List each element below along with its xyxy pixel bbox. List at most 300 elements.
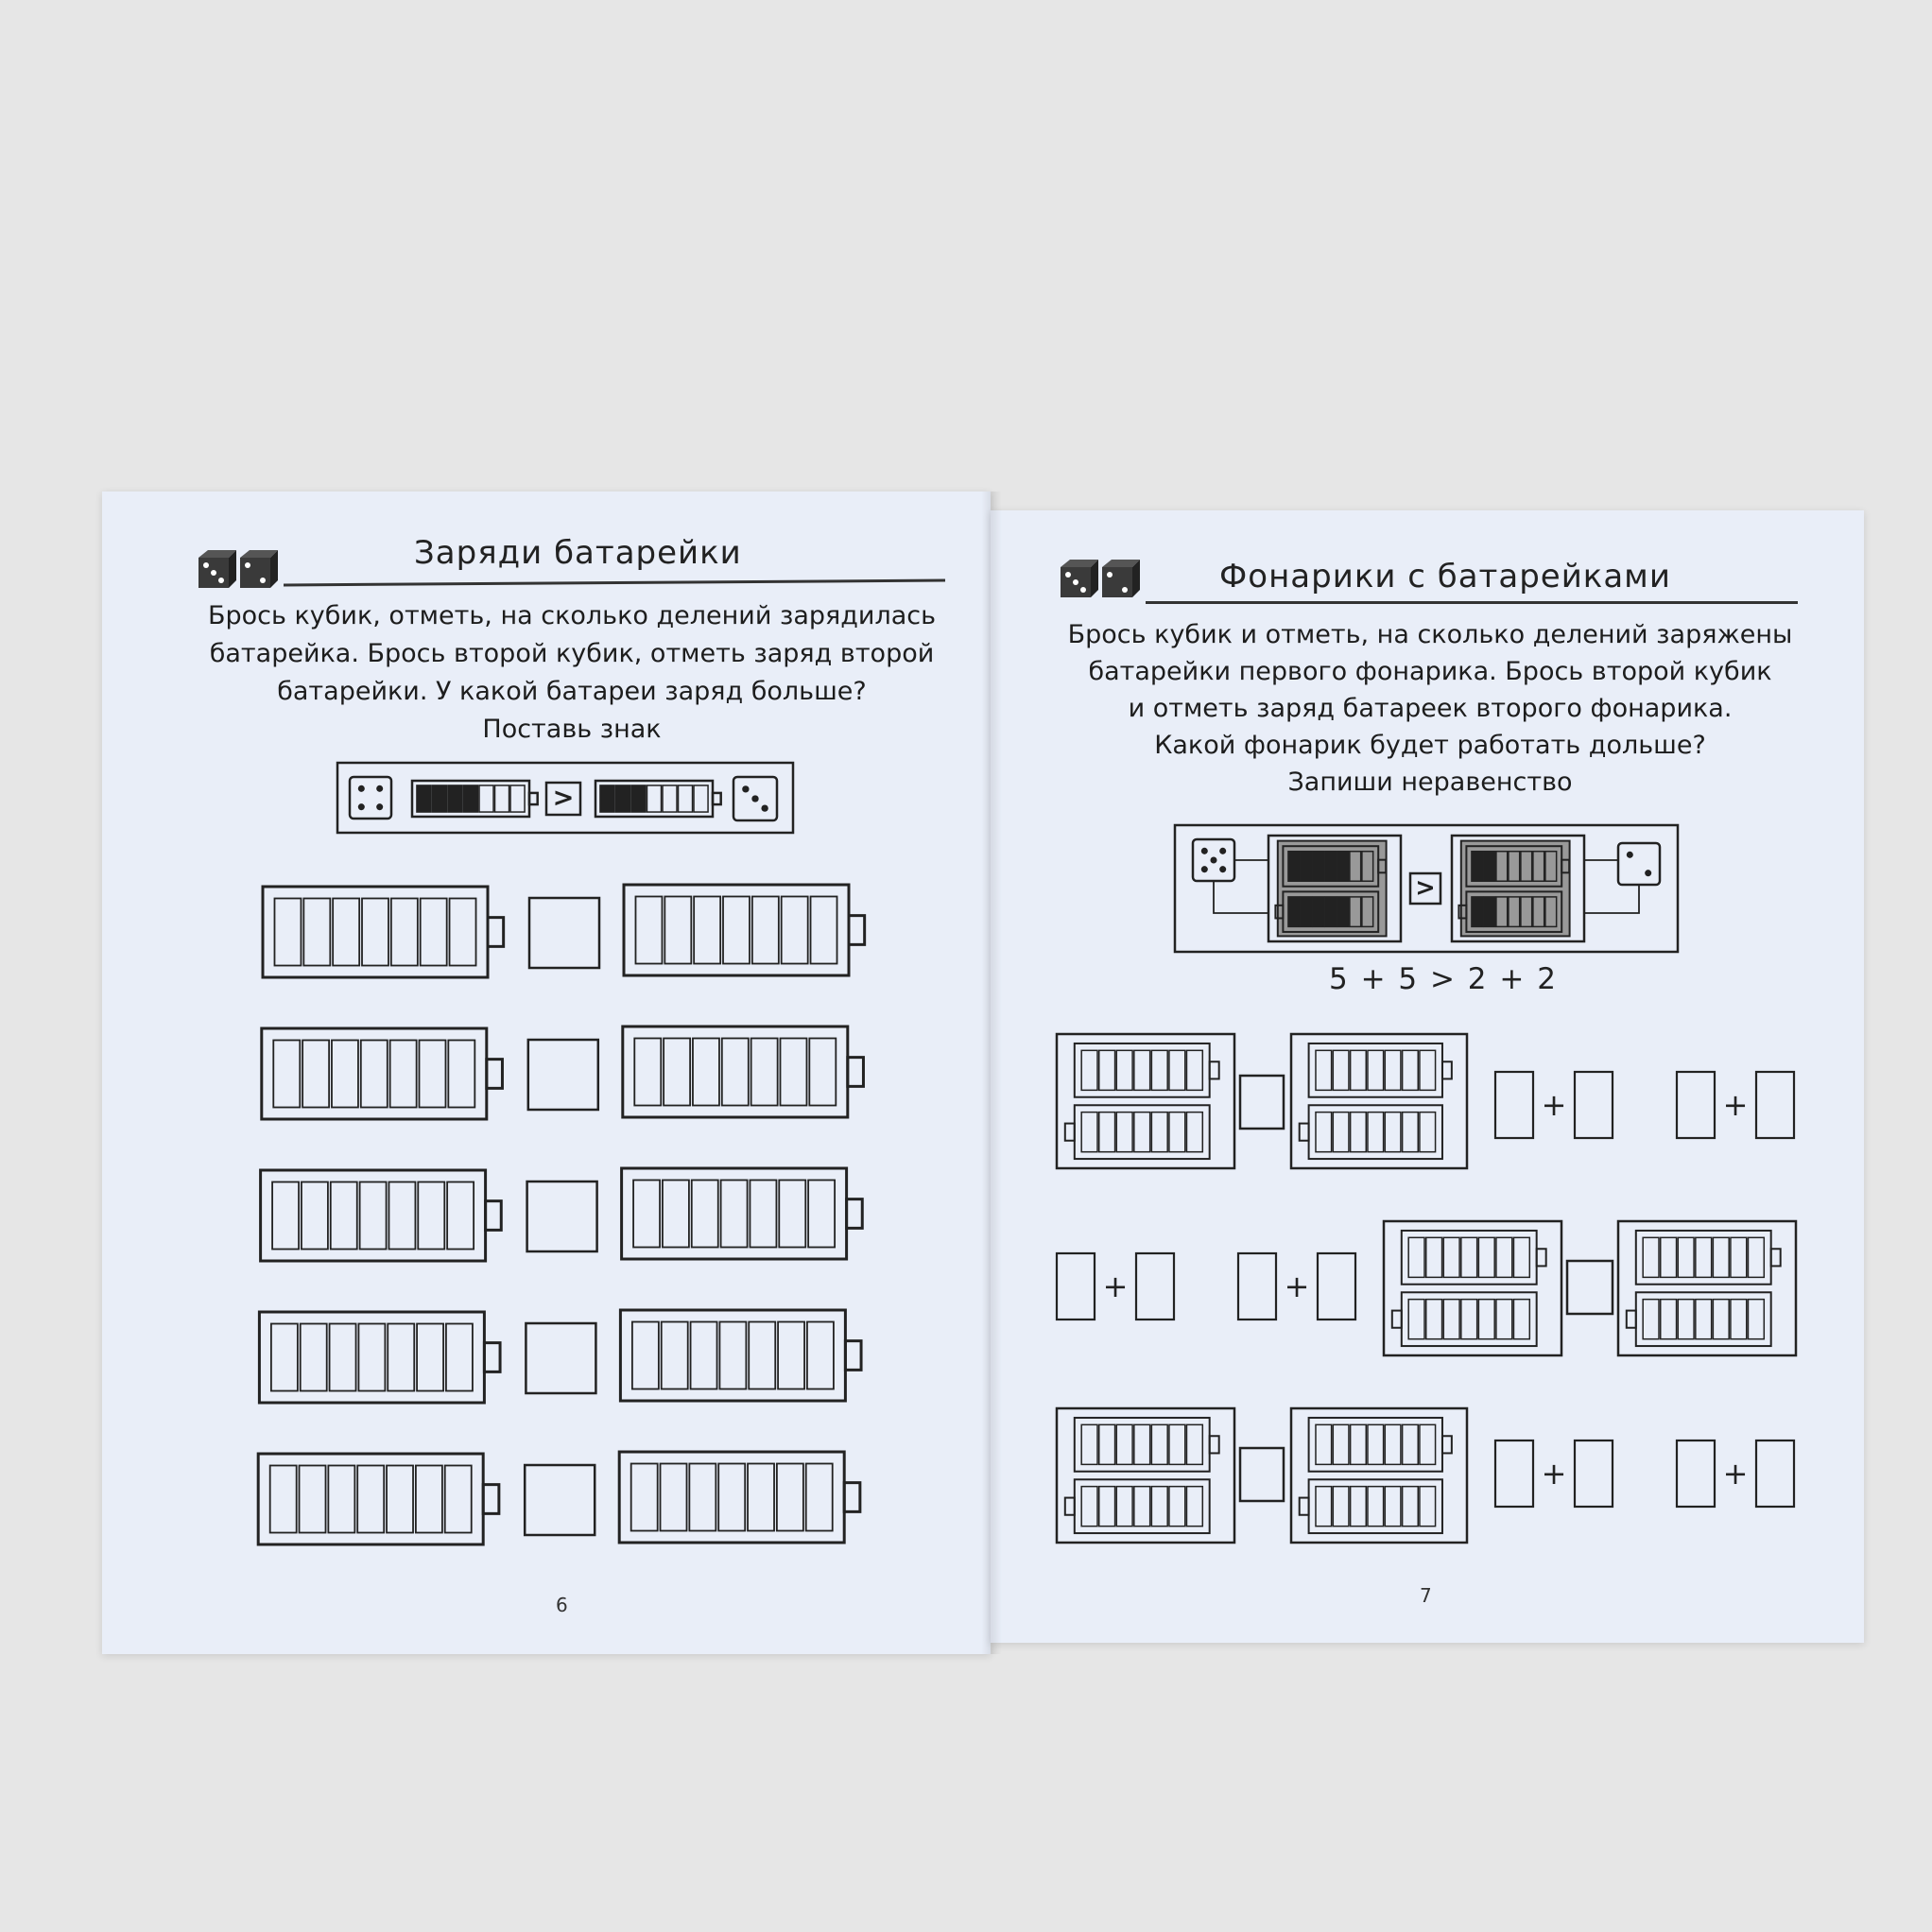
flashlight — [1057, 1408, 1234, 1543]
battery-cell — [751, 1038, 778, 1105]
answer-box-outline — [526, 1323, 595, 1393]
battery-cell-filled — [1313, 897, 1324, 926]
battery — [261, 1170, 502, 1261]
flashlight-frame — [1057, 1408, 1234, 1543]
battery-cell — [301, 1323, 327, 1390]
battery-cell — [361, 1040, 388, 1107]
battery-terminal — [845, 1341, 861, 1371]
battery-cell — [1134, 1424, 1150, 1464]
battery-terminal — [1065, 1124, 1075, 1141]
battery-cell — [1403, 1487, 1419, 1527]
battery-cell — [333, 898, 359, 965]
book-gutter — [981, 492, 1002, 1654]
answer-box-outline — [527, 1182, 597, 1251]
battery-cell — [1116, 1487, 1132, 1527]
battery-cell — [1643, 1300, 1659, 1339]
battery-cell — [357, 1465, 384, 1532]
die-pip — [751, 795, 758, 802]
die-pip — [1645, 870, 1651, 876]
battery — [1309, 1044, 1452, 1097]
battery-cell — [1316, 1487, 1332, 1527]
battery-cell — [1169, 1113, 1185, 1152]
battery-terminal — [1627, 1311, 1636, 1328]
comparison-sign: > — [552, 784, 575, 814]
battery-body — [259, 1312, 484, 1403]
battery — [595, 781, 721, 817]
battery-body — [1309, 1418, 1442, 1472]
battery-cell — [388, 1182, 415, 1249]
battery-cell — [723, 896, 750, 963]
battery — [620, 1310, 861, 1401]
die-face — [1193, 839, 1234, 881]
plus-sign: + — [1541, 1087, 1567, 1123]
battery-body — [1075, 1044, 1210, 1097]
battery-cell — [479, 785, 493, 812]
battery-body — [258, 1454, 483, 1544]
left-exercise-grid — [255, 879, 888, 1560]
battery-cell — [1385, 1113, 1401, 1152]
connector-arrow — [1584, 885, 1639, 913]
battery-cell — [1151, 1050, 1167, 1090]
battery-cell — [1081, 1424, 1097, 1464]
battery-body — [263, 887, 488, 977]
battery-cell — [331, 1182, 357, 1249]
battery — [263, 887, 504, 977]
battery-cell — [270, 1465, 297, 1532]
answer-box — [1240, 1076, 1284, 1129]
battery-cell — [1385, 1424, 1401, 1464]
battery-cell — [1478, 1300, 1494, 1339]
battery-cell — [634, 1038, 661, 1105]
battery-cell-filled — [1288, 852, 1300, 881]
left-instruction-line: Поставь знак — [482, 715, 662, 744]
sum-box — [1136, 1253, 1174, 1320]
battery-cell — [694, 785, 708, 812]
battery-terminal — [848, 1058, 864, 1087]
sum-box — [1756, 1072, 1794, 1138]
battery-cell — [1351, 1487, 1367, 1527]
dice-icon — [1059, 556, 1144, 599]
battery-cell — [1316, 1050, 1332, 1090]
sum-expression — [1057, 1253, 1174, 1320]
battery — [1300, 1479, 1442, 1533]
die-face — [1618, 843, 1660, 885]
battery-cell — [388, 1323, 414, 1390]
sum-box — [1575, 1440, 1613, 1507]
battery-cell-filled — [1472, 897, 1483, 926]
battery-cell — [1713, 1237, 1729, 1277]
battery-cell — [663, 785, 677, 812]
battery-cell — [664, 896, 691, 963]
battery-cell — [692, 1180, 718, 1247]
die-pip — [1201, 866, 1208, 872]
battery-cell — [302, 1182, 328, 1249]
right-exercise-grid — [1053, 1026, 1809, 1556]
battery-cell — [391, 898, 418, 965]
die-outline — [1618, 843, 1660, 885]
battery-cell — [1513, 1237, 1529, 1277]
battery-cell — [1403, 1050, 1419, 1090]
sum-box — [1238, 1253, 1276, 1320]
battery-body — [1075, 1105, 1210, 1159]
left-instruction-line: Брось кубик, отметь, на сколько делений зарядилась — [207, 601, 937, 630]
battery-terminal — [1300, 1124, 1309, 1141]
comparison-sign: > — [1415, 873, 1436, 903]
battery-terminal — [1392, 1311, 1402, 1328]
flashlight — [1291, 1034, 1467, 1168]
battery-cell — [303, 898, 330, 965]
flashlight-frame — [1057, 1034, 1234, 1168]
battery-cell — [445, 1465, 472, 1532]
battery — [1300, 1105, 1442, 1159]
die-pip — [358, 803, 365, 810]
flashlight — [1268, 836, 1401, 941]
battery — [619, 1452, 860, 1543]
battery-cell — [1333, 1424, 1349, 1464]
battery-cell — [647, 785, 661, 812]
sum-expression — [1495, 1440, 1613, 1507]
page-number-left: 6 — [556, 1594, 568, 1616]
battery — [259, 1312, 500, 1403]
page-number-right: 7 — [1420, 1584, 1432, 1607]
battery-terminal — [529, 793, 538, 804]
battery-body — [1075, 1479, 1210, 1533]
battery-terminal — [847, 1199, 863, 1229]
left-instruction-line: батарейка. Брось второй кубик, отметь заряд второй — [209, 639, 935, 668]
battery-cell — [330, 1323, 356, 1390]
battery-cell — [1081, 1050, 1097, 1090]
battery-cell — [662, 1321, 688, 1389]
right-instruction-line: Какой фонарик будет работать дольше? — [1154, 731, 1706, 760]
battery-cell — [778, 1321, 804, 1389]
die-face — [733, 777, 777, 820]
battery-cell — [1368, 1487, 1384, 1527]
flashlight — [1618, 1221, 1796, 1355]
battery — [1402, 1231, 1546, 1285]
battery — [1065, 1105, 1210, 1159]
battery-cell — [1403, 1424, 1419, 1464]
battery-cell — [1643, 1237, 1659, 1277]
die-outline — [350, 777, 391, 819]
battery-cell — [300, 1465, 326, 1532]
die-pip — [1210, 856, 1216, 863]
answer-box-outline — [1240, 1448, 1284, 1501]
die-pip — [358, 785, 365, 792]
battery-cell — [421, 898, 447, 965]
example-equation: 5 + 5 > 2 + 2 — [1329, 962, 1558, 996]
die-pip — [1627, 852, 1633, 858]
answer-box-outline — [528, 1040, 598, 1110]
battery-cell — [1461, 1237, 1477, 1277]
die-pip — [1219, 866, 1226, 872]
battery-cell — [1351, 1113, 1367, 1152]
battery-cell — [1116, 1113, 1132, 1152]
battery-terminal — [1210, 1436, 1219, 1453]
sum-box — [1495, 1440, 1533, 1507]
battery-cell — [1186, 1487, 1202, 1527]
battery-body — [1636, 1292, 1771, 1346]
sum-expression — [1238, 1253, 1355, 1320]
battery-cell — [632, 1321, 659, 1389]
battery-cell — [1408, 1300, 1424, 1339]
answer-box — [526, 1323, 595, 1393]
battery-cell — [1426, 1300, 1442, 1339]
answer-box-outline — [1240, 1076, 1284, 1129]
battery-cell — [1134, 1487, 1150, 1527]
battery-cell — [1678, 1300, 1694, 1339]
battery-cell — [328, 1465, 354, 1532]
battery-cell — [1661, 1237, 1677, 1277]
battery-cell-filled — [463, 785, 477, 812]
flashlight — [1384, 1221, 1561, 1355]
battery-cell-filled — [1301, 897, 1312, 926]
battery-cell — [780, 1038, 806, 1105]
battery-body — [624, 885, 849, 975]
battery-cell — [358, 1323, 385, 1390]
answer-box — [525, 1465, 595, 1535]
flashlight-frame — [1384, 1221, 1561, 1355]
sum-box — [1677, 1072, 1715, 1138]
battery-terminal — [488, 918, 504, 947]
battery — [1309, 1418, 1452, 1472]
battery-cell-filled — [1325, 897, 1337, 926]
die-pip — [1201, 848, 1208, 854]
battery-cell-filled — [1337, 852, 1349, 881]
battery-cell — [1420, 1487, 1436, 1527]
battery-cell — [1478, 1237, 1494, 1277]
battery-terminal — [1537, 1249, 1546, 1266]
battery-terminal — [486, 1201, 502, 1231]
battery-cell — [332, 1040, 358, 1107]
battery-cell — [1333, 1050, 1349, 1090]
die-pip — [1219, 848, 1226, 854]
battery-cell-filled — [1484, 852, 1495, 881]
battery-cell — [1426, 1237, 1442, 1277]
battery-cell — [1081, 1487, 1097, 1527]
battery-cell — [1420, 1113, 1436, 1152]
battery-terminal — [1065, 1498, 1075, 1515]
battery — [1627, 1292, 1771, 1346]
sum-box — [1057, 1253, 1095, 1320]
battery-terminal — [487, 1060, 503, 1089]
battery-terminal — [483, 1485, 499, 1514]
battery-cell — [1186, 1050, 1202, 1090]
battery-cell — [1661, 1300, 1677, 1339]
left-example-panel — [336, 762, 794, 834]
battery-body — [262, 1028, 487, 1119]
battery — [258, 1454, 499, 1544]
battery-cell — [1169, 1487, 1185, 1527]
battery-terminal — [1300, 1498, 1309, 1515]
sum-expression — [1677, 1440, 1794, 1507]
right-instruction-line: Запиши неравенство — [1287, 768, 1573, 797]
answer-box-outline — [529, 898, 599, 968]
battery-cell — [1408, 1237, 1424, 1277]
battery-cell — [1748, 1300, 1764, 1339]
battery-cell — [1368, 1113, 1384, 1152]
battery-cell — [1368, 1424, 1384, 1464]
battery-cell — [1351, 1424, 1367, 1464]
right-example-panel — [1174, 824, 1679, 953]
battery-cell-filled — [448, 785, 462, 812]
battery-cell — [693, 1038, 719, 1105]
plus-sign: + — [1102, 1268, 1129, 1304]
sum-expression — [1677, 1072, 1794, 1138]
battery — [1075, 1044, 1219, 1097]
battery-cell — [1351, 1050, 1367, 1090]
battery-cell — [1333, 1487, 1349, 1527]
battery-cell — [1420, 1424, 1436, 1464]
battery-cell — [750, 1180, 776, 1247]
battery-cell — [272, 1182, 299, 1249]
battery-cell — [450, 898, 476, 965]
battery-cell — [694, 896, 720, 963]
left-instructions — [180, 597, 964, 749]
battery-cell — [749, 1321, 775, 1389]
battery-cell — [1696, 1300, 1712, 1339]
battery-cell — [691, 1321, 717, 1389]
battery-cell — [635, 896, 662, 963]
battery — [412, 781, 538, 817]
battery-body — [1309, 1044, 1442, 1097]
battery-cell — [679, 785, 693, 812]
battery-cell — [718, 1463, 745, 1530]
battery — [624, 885, 865, 975]
battery-cell — [1443, 1300, 1459, 1339]
die-pip — [376, 803, 383, 810]
answer-box — [529, 898, 599, 968]
battery-cell — [1151, 1424, 1167, 1464]
right-instruction-line: и отметь заряд батареек второго фонарика. — [1128, 694, 1733, 723]
battery-cell — [302, 1040, 329, 1107]
battery-cell — [1081, 1113, 1097, 1152]
battery-cell — [1169, 1424, 1185, 1464]
battery-cell — [419, 1040, 445, 1107]
plus-sign: + — [1722, 1456, 1749, 1492]
battery-cell — [1116, 1424, 1132, 1464]
battery-cell — [1368, 1050, 1384, 1090]
battery-terminal — [844, 1483, 860, 1512]
battery-cell-filled — [1301, 852, 1312, 881]
battery-cell — [631, 1463, 658, 1530]
battery-cell — [387, 1465, 413, 1532]
battery-cell — [689, 1463, 716, 1530]
battery-body — [1402, 1292, 1537, 1346]
battery-cell-filled — [1325, 852, 1337, 881]
battery-cell — [418, 1182, 444, 1249]
sum-box — [1495, 1072, 1533, 1138]
battery-cell — [362, 898, 388, 965]
battery-cell — [1385, 1050, 1401, 1090]
battery-cell — [777, 1463, 803, 1530]
battery-cell — [809, 1038, 836, 1105]
right-title-rule — [1146, 601, 1798, 604]
battery-cell — [495, 785, 509, 812]
battery-cell — [1461, 1300, 1477, 1339]
battery-cell — [1333, 1113, 1349, 1152]
battery-cell — [811, 896, 837, 963]
battery-cell-filled — [1313, 852, 1324, 881]
sum-expression — [1495, 1072, 1613, 1138]
battery-cell-filled — [1472, 852, 1483, 881]
battery-cell — [1099, 1424, 1115, 1464]
answer-box — [1240, 1448, 1284, 1501]
battery — [1392, 1292, 1537, 1346]
flashlight — [1452, 836, 1584, 941]
battery-body — [1075, 1418, 1210, 1472]
battery-terminal — [484, 1343, 500, 1372]
battery — [1075, 1418, 1219, 1472]
battery-cell — [510, 785, 525, 812]
battery-cell-filled — [631, 785, 646, 812]
battery-cell — [1731, 1300, 1747, 1339]
battery-cell — [1151, 1487, 1167, 1527]
sum-box — [1756, 1440, 1794, 1507]
battery-cell — [663, 1180, 689, 1247]
sum-box — [1318, 1253, 1355, 1320]
battery-body — [1309, 1105, 1442, 1159]
answer-box — [527, 1182, 597, 1251]
battery-cell — [1696, 1237, 1712, 1277]
left-page-title: Заряди батарейки — [414, 534, 742, 572]
battery-cell — [721, 1180, 748, 1247]
battery-cell — [1713, 1300, 1729, 1339]
battery-body — [261, 1170, 486, 1261]
battery-cell — [752, 896, 779, 963]
die-pip — [742, 785, 749, 792]
battery-body — [623, 1026, 848, 1117]
battery-cell — [447, 1182, 474, 1249]
battery-cell — [633, 1180, 660, 1247]
battery-cell-filled — [432, 785, 446, 812]
battery-cell-filled — [1288, 897, 1300, 926]
battery-cell — [748, 1463, 774, 1530]
plus-sign: + — [1541, 1456, 1567, 1492]
battery-cell — [1099, 1113, 1115, 1152]
battery-cell — [271, 1323, 298, 1390]
die-pip — [761, 804, 768, 811]
plus-sign: + — [1722, 1087, 1749, 1123]
left-instruction-line: батарейки. У какой батареи заряд больше? — [277, 677, 867, 706]
flashlight-frame — [1291, 1034, 1467, 1168]
battery — [1636, 1231, 1781, 1285]
sum-box — [1575, 1072, 1613, 1138]
battery-cell — [1496, 1237, 1512, 1277]
battery — [623, 1026, 864, 1117]
answer-box-outline — [525, 1465, 595, 1535]
battery-terminal — [1442, 1061, 1452, 1078]
battery-cell — [1385, 1487, 1401, 1527]
battery-cell — [779, 1180, 805, 1247]
flashlight — [1057, 1034, 1234, 1168]
battery-cell-filled — [600, 785, 614, 812]
battery-cell — [1169, 1050, 1185, 1090]
battery-cell-filled — [1484, 897, 1495, 926]
sum-box — [1677, 1440, 1715, 1507]
right-instruction-line: Брось кубик и отметь, на сколько делений заряжены — [1067, 620, 1793, 649]
battery-cell — [390, 1040, 417, 1107]
right-instructions — [1047, 616, 1813, 801]
battery-cell — [1099, 1050, 1115, 1090]
battery-cell — [1316, 1424, 1332, 1464]
battery-cell — [417, 1323, 443, 1390]
battery-cell — [1496, 1300, 1512, 1339]
battery-body — [622, 1168, 847, 1259]
battery-terminal — [1771, 1249, 1781, 1266]
battery — [622, 1168, 863, 1259]
battery-body — [1402, 1231, 1537, 1285]
battery-cell — [1403, 1113, 1419, 1152]
